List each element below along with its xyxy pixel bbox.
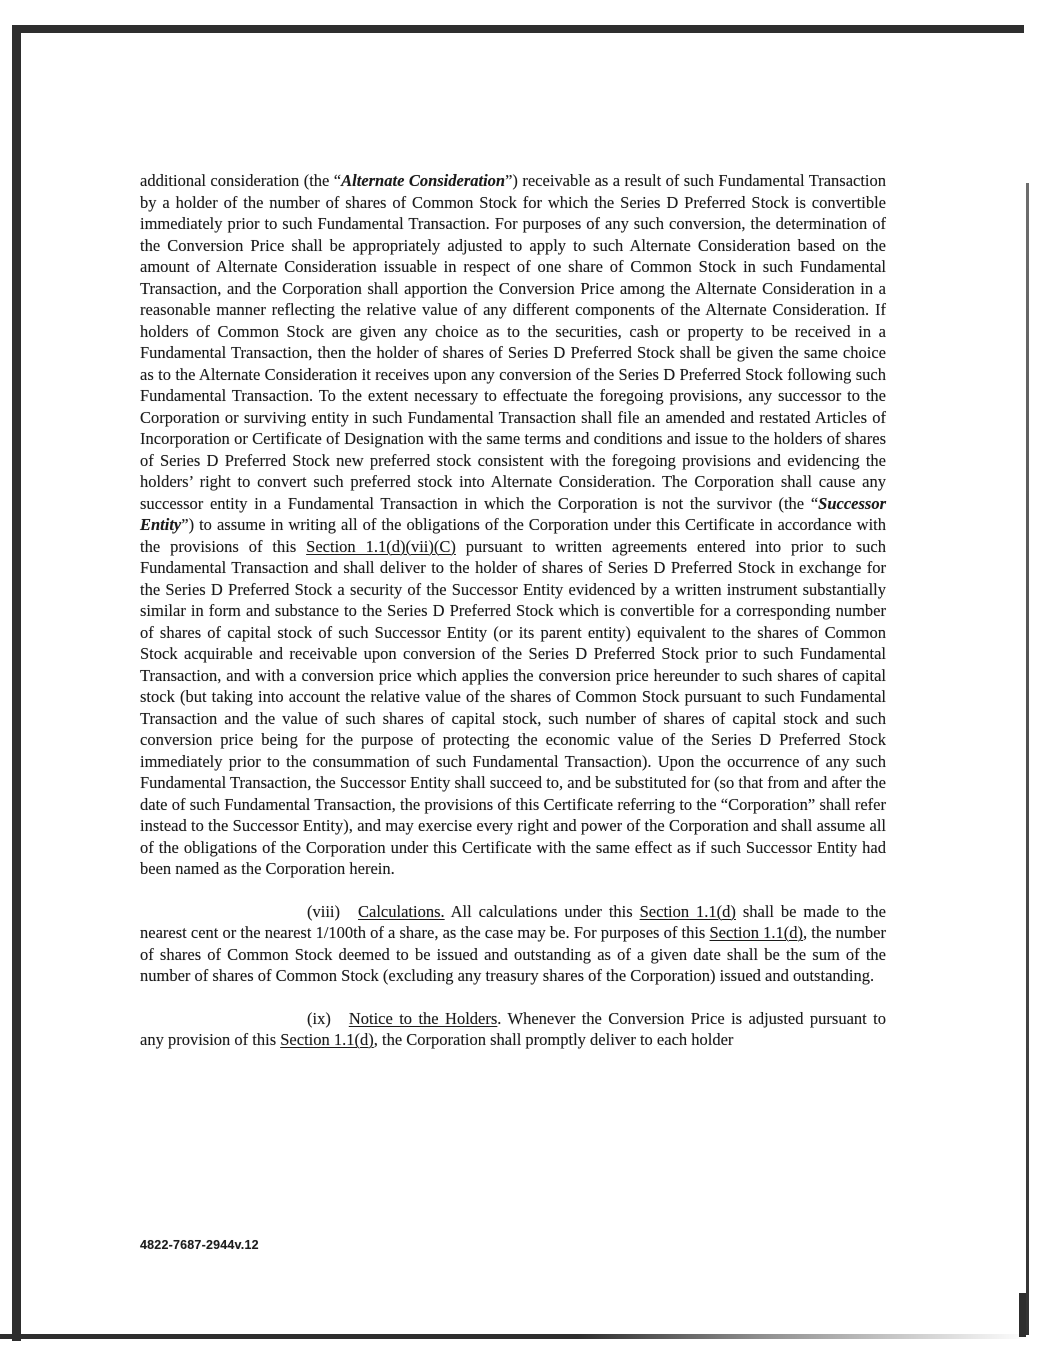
alternate-consideration-paragraph [140,170,886,880]
text-run: (ix) [307,1008,331,1028]
text-run: ”) receivable as a result of such Fundamental Transaction by a holder of the number of shares of Common Stock for which the Series D Preferred Stock is convertible immediately prior to such Fundamental Transaction. For purposes of any such conversion, the determination of the Conversion Price shall be appropriately adjusted to apply to such Alternate Consideration based on the amount of Alternate Consideration issuable in respect of one share of Common Stock in such Fundamental Transaction, and the Corporation shall apportion the Conversion Price among the Alternate Consideration in a reasonable manner reflecting the relative value of any different components of the Alternate Consideration. If holders of Common Stock are given any choice as to the securities, cash or property to be received in a Fundamental Transaction, then the holder of shares of Series D Preferred Stock shall be given the same choice as to the Alternate Consideration it receives upon any conversion of the Series D Preferred Stock following such Fundamental Transaction. To the extent necessary to effectuate the foregoing provisions, any successor to the Corporation or surviving entity in such Fundamental Transaction shall file an amended and restated Articles of Incorporation or Certificate of Designation with the same terms and conditions and issue to the holders of shares of Series D Preferred Stock new preferred stock consistent with the foregoing provisions and evidencing the holders’ right to convert such preferred stock into Alternate Consideration. The Corporation shall cause any successor entity in a Fundamental Transaction in which the Corporation is not the survivor (the “ [140,171,887,513]
section-reference: Section 1.1(d) [709,923,804,942]
text-run: , the Corporation shall promptly deliver to each holder [373,1030,734,1049]
text-run: pursuant to written agreements entered into prior to such Fundamental Transaction and shall deliver to the holder of shares of Series D Preferred Stock in exchange for the Series D Preferred Stock a security of the Successor Entity evidenced by a written instrument substantially similar in form and substance to the Series D Preferred Stock which is convertible for a corresponding number of shares of capital stock of such Successor Entity (or its parent entity) equivalent to the shares of Common Stock acquirable and receivable upon conversion of the Series D Preferred Stock prior to such Fundamental Transaction, and with a conversion price which applies the conversion price hereunder to such shares of capital stock (but taking into account the relative value of the shares of Common Stock pursuant to such Fundamental Transaction and the value of such shares of capital stock, such number of shares of capital stock and such conversion price being for the purpose of protecting the economic value of the Series D Preferred Stock immediately prior to the consummation of such Fundamental Transaction). Upon the occurrence of any such Fundamental Transaction, the Successor Entity shall succeed to, and be substituted for (so that from and after the date of such Fundamental Transaction, the provisions of this Certificate referring to the “Corporation” shall refer instead to the Successor Entity), and may exercise every right and power of the Corporation and shall assume all of the obligations of the Corporation under this Certificate with the same effect as if such Successor Entity had been named as the Corporation herein. [140,536,886,878]
section-reference: Calculations. [358,901,445,921]
calculations-paragraph [140,901,886,987]
defined-term: Successor Entity [140,493,886,534]
scan-border-right-bottom [1019,1293,1026,1337]
scan-border-right [1026,183,1029,1335]
text-run: All calculations under this [444,901,640,921]
text-run: . Whenever the Conversion Price is adjusted pursuant to any provision of this [140,1008,886,1049]
section-reference: Section 1.1(d)(vii)(C) [306,536,456,556]
defined-term: Alternate Consideration [341,171,506,190]
scan-border-left [12,25,21,1341]
text-run: shall be made to the nearest cent or the nearest 1/100th of a share, as the case may be. For purposes of this [140,901,886,942]
section-reference: Section 1.1(d) [639,901,736,921]
text-run: , the number of shares of Common Stock deemed to be issued and outstanding as of a given date shall be the sum of the number of shares of Common Stock (excluding any treasury shares of the Corporation) issued and outstanding. [140,923,886,985]
document-text-block [140,170,886,1051]
section-reference: Notice to the Holders [348,1008,498,1028]
scan-border-top [12,25,1024,33]
notice-to-holders-paragraph [140,1008,886,1051]
scan-border-bottom [0,1334,1050,1339]
document-control-number: 4822-7687-2944v.12 [140,1238,259,1252]
text-run: additional consideration (the “ [140,171,342,190]
text-run: ”) to assume in writing all of the obligations of the Corporation under this Certificate in accordance with the provisions of this [140,515,886,556]
text-run: (viii) [307,901,340,921]
section-reference: Section 1.1(d) [280,1030,374,1049]
